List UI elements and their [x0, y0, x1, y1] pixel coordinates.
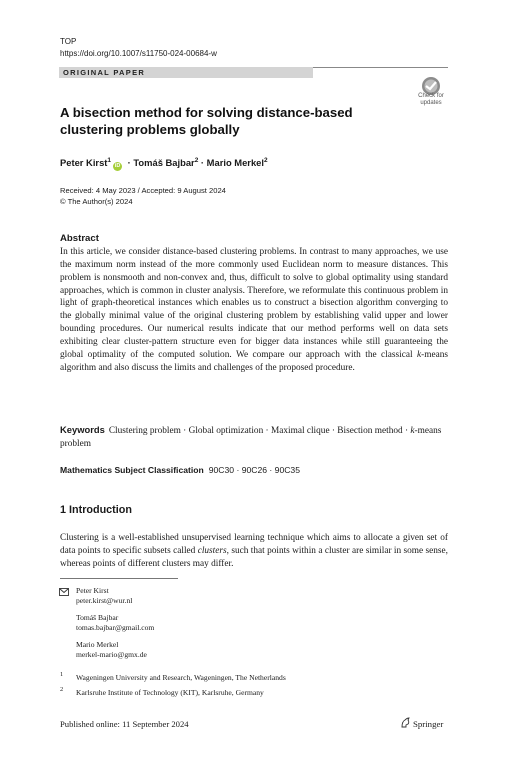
abstract-body: [60, 246, 448, 374]
contact-email[interactable]: merkel-mario@gmx.de: [76, 650, 147, 660]
abstract-text: In this article, we consider distance-based clustering problems. In contrast to many approaches, we use the maximum norm instead of the more commonly used Euclidean norm to measure distances. This problem is nonsmooth and non-convex and, thus, difficult to solve to global optimality using standard approaches, which is common in cluster analysis. Therefore, we reformulate this continuous problem in light of graph-theoretical instances which enables us to construct a bisection algorithm converging to the globally minimal value of the original clustering problem by establishing valid upper and lower bounding procedures. Our numerical results indicate that our method performs well on data sets exhibiting clear cluster-pattern structure even for bigger data instances while still guaranteeing the global optimality of the computed solution. We compare our approach with the classical: [60, 247, 448, 360]
keywords-k-italic: k: [410, 426, 415, 436]
author-separator: ·: [125, 157, 134, 168]
keywords-tail: -means problem: [60, 426, 442, 449]
header-rule: [313, 67, 448, 68]
paper-title: A bisection method for solving distance-based clustering problems globally: [60, 105, 353, 137]
intro-text: Clustering is a well-established unsupervised learning technique which aims to allocate a given set of data points to specific subsets called: [60, 533, 448, 556]
contact-name: Mario Merkel: [76, 640, 119, 649]
contact-entry: [76, 640, 147, 660]
affiliation-number: 2: [60, 686, 64, 693]
keywords: [60, 424, 448, 451]
check-for-updates-label[interactable]: Check for updates: [418, 93, 444, 106]
abstract-heading: Abstract: [60, 233, 99, 244]
introduction-text: [60, 532, 448, 571]
article-type-label: ORIGINAL PAPER: [63, 68, 146, 77]
author-name: Mario Merkel: [206, 157, 264, 168]
published-date: Published online: 11 September 2024: [60, 719, 189, 729]
article-type-badge: [59, 67, 313, 78]
contact-entry: [76, 586, 132, 606]
affiliation-number: 1: [60, 671, 64, 678]
author-affiliation-mark: 2: [194, 157, 199, 164]
msc-codes: 90C30 · 90C26 · 90C35: [208, 465, 300, 475]
keywords-heading: Keywords: [60, 424, 105, 435]
contact-name: Peter Kirst: [76, 586, 109, 595]
contact-email[interactable]: peter.kirst@wur.nl: [76, 596, 133, 606]
intro-text-end: , such that points within a cluster are similar in some sense, whereas points of different clusters may differ.: [60, 545, 448, 569]
affiliation-text: Wageningen University and Research, Wageningen, The Netherlands: [76, 673, 286, 682]
journal-name: TOP: [60, 37, 77, 46]
received-accepted-dates: Received: 4 May 2023 / Accepted: 9 August 2024: [60, 186, 226, 195]
affiliation-text: Karlsruhe Institute of Technology (KIT), Karlsruhe, Germany: [76, 688, 264, 697]
contact-email[interactable]: tomas.bajbar@gmail.com: [76, 623, 155, 633]
author-list: [60, 157, 268, 171]
envelope-icon: [59, 588, 69, 596]
author-name: Tomáš Bajbar: [133, 157, 195, 168]
copyright-notice: © The Author(s) 2024: [60, 197, 133, 206]
springer-horse-icon: [399, 716, 412, 729]
author-affiliation-mark: 2: [263, 157, 268, 164]
abstract-k-italic: k: [417, 349, 422, 360]
author-separator: ·: [198, 157, 207, 168]
footnote-rule: [60, 578, 178, 579]
abstract-text-end: -means algorithm and also discuss the limits and challenges of the proposed procedure.: [60, 349, 448, 373]
orcid-icon[interactable]: iD: [114, 163, 121, 169]
contact-entry: [76, 613, 154, 633]
intro-clusters-italic: clusters: [197, 545, 227, 556]
doi-link[interactable]: https://doi.org/10.1007/s11750-024-00684-w: [60, 49, 217, 58]
contact-name: Tomáš Bajbar: [76, 613, 119, 622]
msc-classification: [60, 465, 300, 475]
author-affiliation-mark: 1: [107, 157, 112, 164]
keywords-text: Clustering problem · Global optimization · Maximal clique · Bisection method ·: [108, 426, 411, 436]
msc-heading: Mathematics Subject Classification: [60, 465, 204, 475]
author-name: Peter Kirst: [60, 157, 108, 168]
section-heading: 1 Introduction: [60, 504, 132, 516]
publisher-logo[interactable]: Springer: [413, 719, 444, 729]
